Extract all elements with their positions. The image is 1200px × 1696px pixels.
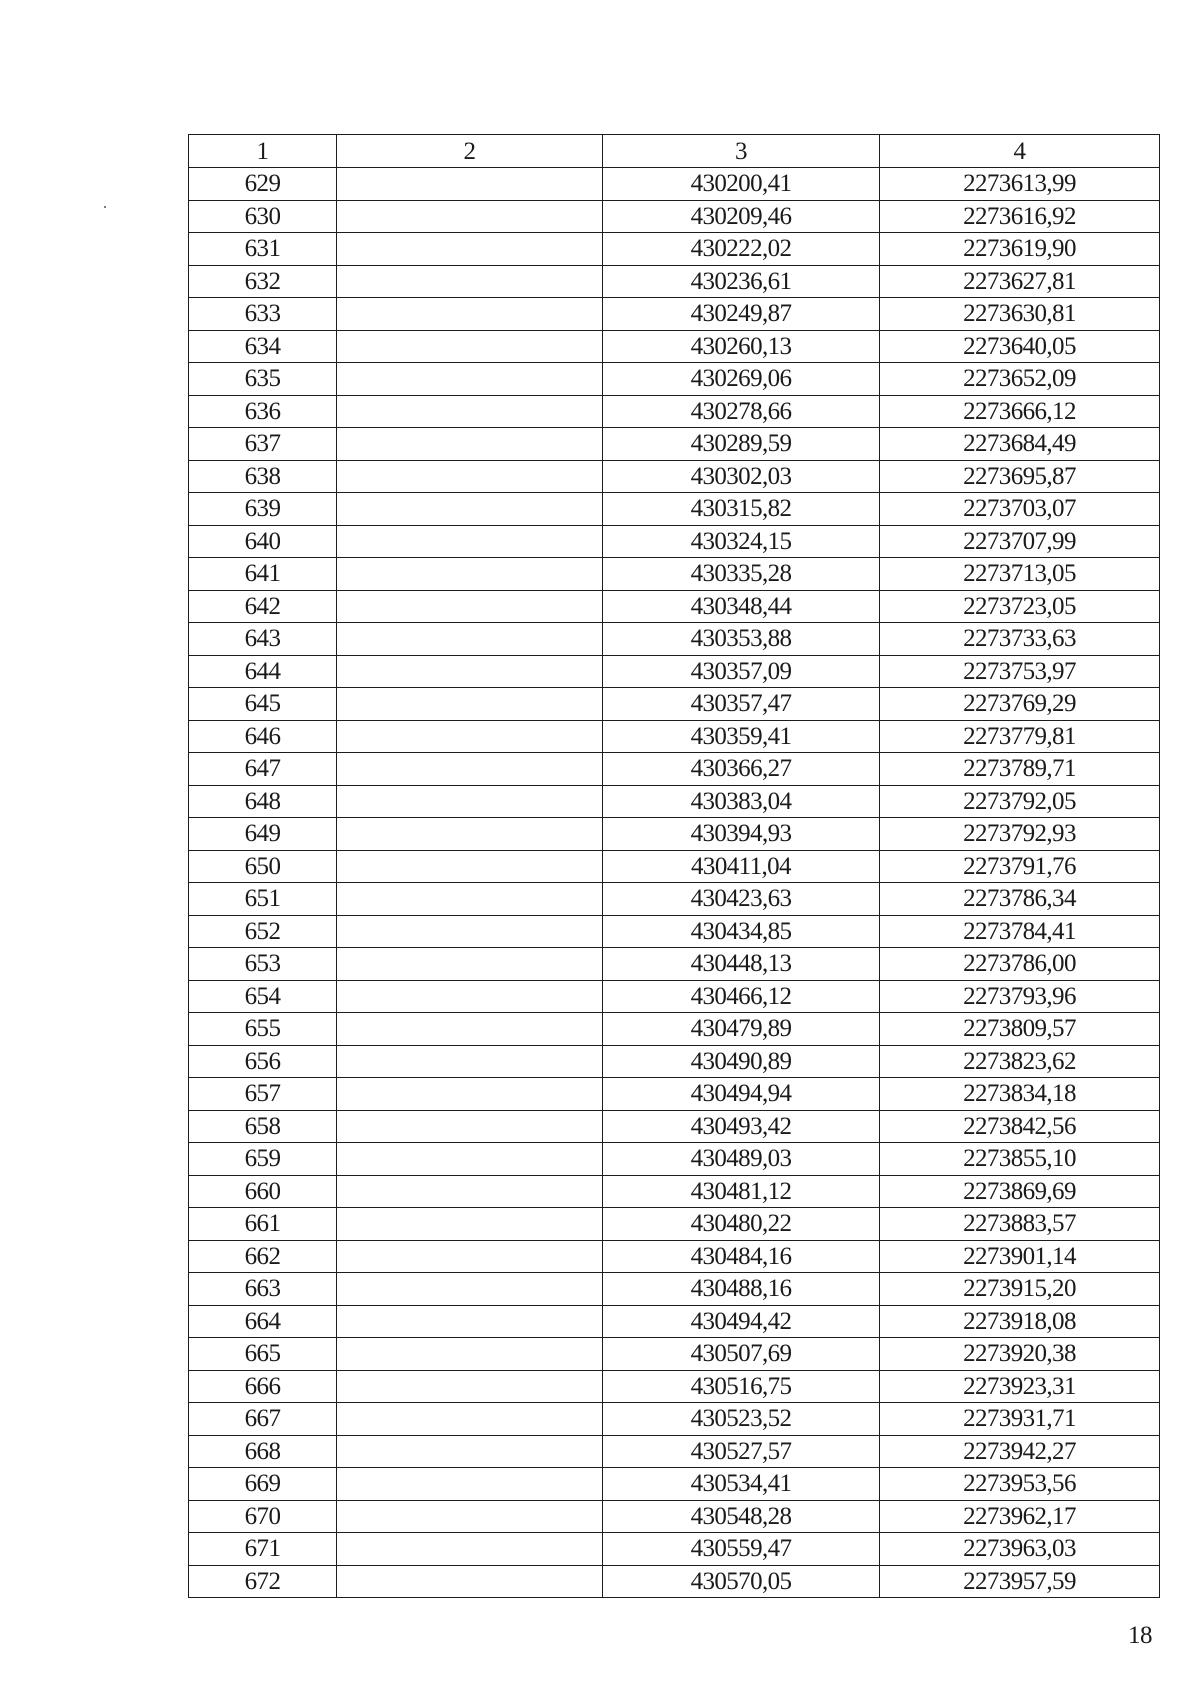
table-row [189, 1565, 1160, 1598]
coordinate-y-cell: 2273613,99 [880, 168, 1160, 201]
table-row [189, 1175, 1160, 1208]
point-number-cell: 638 [189, 460, 337, 493]
empty-cell [337, 1468, 603, 1501]
point-number-cell: 667 [189, 1403, 337, 1436]
coordinate-y-cell: 2273920,38 [880, 1338, 1160, 1371]
empty-cell [337, 1273, 603, 1306]
table-row [189, 265, 1160, 298]
coordinate-y-cell: 2273942,27 [880, 1435, 1160, 1468]
coordinate-y-cell: 2273923,31 [880, 1370, 1160, 1403]
empty-cell [337, 395, 603, 428]
table-row [189, 655, 1160, 688]
point-number-cell: 632 [189, 265, 337, 298]
empty-cell [337, 168, 603, 201]
coordinate-x-cell: 430348,44 [603, 590, 880, 623]
empty-cell [337, 200, 603, 233]
point-number-cell: 668 [189, 1435, 337, 1468]
empty-cell [337, 980, 603, 1013]
empty-cell [337, 915, 603, 948]
empty-cell [337, 1143, 603, 1176]
empty-cell [337, 1013, 603, 1046]
coordinate-x-cell: 430357,09 [603, 655, 880, 688]
table-row [189, 1468, 1160, 1501]
empty-cell [337, 298, 603, 331]
coordinate-y-cell: 2273883,57 [880, 1208, 1160, 1241]
point-number-cell: 647 [189, 753, 337, 786]
table-row [189, 818, 1160, 851]
point-number-cell: 671 [189, 1533, 337, 1566]
empty-cell [337, 1045, 603, 1078]
coordinate-y-cell: 2273640,05 [880, 330, 1160, 363]
empty-cell [337, 493, 603, 526]
point-number-cell: 648 [189, 785, 337, 818]
table-row [189, 330, 1160, 363]
point-number-cell: 651 [189, 883, 337, 916]
empty-cell [337, 1533, 603, 1566]
table-row [189, 395, 1160, 428]
table-row [189, 1143, 1160, 1176]
empty-cell [337, 850, 603, 883]
table-row [189, 1500, 1160, 1533]
table-row [189, 850, 1160, 883]
table-row [189, 1403, 1160, 1436]
table-row [189, 558, 1160, 591]
coordinate-y-cell: 2273915,20 [880, 1273, 1160, 1306]
coordinate-y-cell: 2273753,97 [880, 655, 1160, 688]
coordinate-y-cell: 2273684,49 [880, 428, 1160, 461]
table-row [189, 298, 1160, 331]
empty-cell [337, 1110, 603, 1143]
empty-cell [337, 1305, 603, 1338]
header-row [189, 135, 1160, 168]
table-header [189, 135, 1160, 168]
point-number-cell: 652 [189, 915, 337, 948]
point-number-cell: 656 [189, 1045, 337, 1078]
coordinate-x-cell: 430353,88 [603, 623, 880, 656]
coordinate-x-cell: 430494,94 [603, 1078, 880, 1111]
point-number-cell: 636 [189, 395, 337, 428]
coordinate-x-cell: 430302,03 [603, 460, 880, 493]
coordinate-x-cell: 430289,59 [603, 428, 880, 461]
coordinate-x-cell: 430484,16 [603, 1240, 880, 1273]
point-number-cell: 654 [189, 980, 337, 1013]
page-number: 18 [1128, 1622, 1152, 1649]
table-row [189, 1208, 1160, 1241]
point-number-cell: 630 [189, 200, 337, 233]
table-row [189, 785, 1160, 818]
coordinate-x-cell: 430394,93 [603, 818, 880, 851]
coordinate-y-cell: 2273931,71 [880, 1403, 1160, 1436]
point-number-cell: 655 [189, 1013, 337, 1046]
coordinate-x-cell: 430507,69 [603, 1338, 880, 1371]
table-row [189, 200, 1160, 233]
point-number-cell: 649 [189, 818, 337, 851]
coordinate-y-cell: 2273842,56 [880, 1110, 1160, 1143]
table-row [189, 363, 1160, 396]
coordinate-y-cell: 2273786,34 [880, 883, 1160, 916]
table-row [189, 1078, 1160, 1111]
coordinate-x-cell: 430490,89 [603, 1045, 880, 1078]
coordinate-y-cell: 2273733,63 [880, 623, 1160, 656]
empty-cell [337, 785, 603, 818]
coordinate-x-cell: 430527,57 [603, 1435, 880, 1468]
coordinate-y-cell: 2273786,00 [880, 948, 1160, 981]
coordinate-x-cell: 430448,13 [603, 948, 880, 981]
coordinate-y-cell: 2273793,96 [880, 980, 1160, 1013]
coordinate-x-cell: 430523,52 [603, 1403, 880, 1436]
table-row [189, 1370, 1160, 1403]
point-number-cell: 665 [189, 1338, 337, 1371]
coordinate-x-cell: 430335,28 [603, 558, 880, 591]
coordinate-y-cell: 2273723,05 [880, 590, 1160, 623]
table-row [189, 688, 1160, 721]
coordinate-x-cell: 430488,16 [603, 1273, 880, 1306]
table-row [189, 1013, 1160, 1046]
coordinate-y-cell: 2273713,05 [880, 558, 1160, 591]
coordinate-x-cell: 430324,15 [603, 525, 880, 558]
empty-cell [337, 1500, 603, 1533]
coordinate-x-cell: 430278,66 [603, 395, 880, 428]
table-row [189, 623, 1160, 656]
point-number-cell: 639 [189, 493, 337, 526]
coordinate-x-cell: 430366,27 [603, 753, 880, 786]
coordinate-x-cell: 430236,61 [603, 265, 880, 298]
table-row [189, 980, 1160, 1013]
table-row [189, 1338, 1160, 1371]
empty-cell [337, 460, 603, 493]
coordinate-y-cell: 2273869,69 [880, 1175, 1160, 1208]
point-number-cell: 642 [189, 590, 337, 623]
table-row [189, 1273, 1160, 1306]
table-row [189, 460, 1160, 493]
coordinate-x-cell: 430359,41 [603, 720, 880, 753]
coordinate-x-cell: 430383,04 [603, 785, 880, 818]
empty-cell [337, 590, 603, 623]
table-row [189, 1435, 1160, 1468]
coordinate-x-cell: 430480,22 [603, 1208, 880, 1241]
table-row [189, 493, 1160, 526]
empty-cell [337, 1435, 603, 1468]
coordinate-y-cell: 2273901,14 [880, 1240, 1160, 1273]
coordinate-y-cell: 2273823,62 [880, 1045, 1160, 1078]
point-number-cell: 659 [189, 1143, 337, 1176]
table-row [189, 1240, 1160, 1273]
coordinate-x-cell: 430411,04 [603, 850, 880, 883]
empty-cell [337, 1208, 603, 1241]
coordinate-x-cell: 430570,05 [603, 1565, 880, 1598]
empty-cell [337, 1565, 603, 1598]
coordinate-x-cell: 430434,85 [603, 915, 880, 948]
point-number-cell: 634 [189, 330, 337, 363]
coordinate-y-cell: 2273962,17 [880, 1500, 1160, 1533]
coordinate-y-cell: 2273769,29 [880, 688, 1160, 721]
coordinate-y-cell: 2273918,08 [880, 1305, 1160, 1338]
coordinate-y-cell: 2273809,57 [880, 1013, 1160, 1046]
coordinate-x-cell: 430548,28 [603, 1500, 880, 1533]
point-number-cell: 672 [189, 1565, 337, 1598]
coordinate-y-cell: 2273789,71 [880, 753, 1160, 786]
point-number-cell: 637 [189, 428, 337, 461]
coordinate-x-cell: 430357,47 [603, 688, 880, 721]
coordinate-y-cell: 2273792,05 [880, 785, 1160, 818]
empty-cell [337, 428, 603, 461]
coordinate-y-cell: 2273652,09 [880, 363, 1160, 396]
empty-cell [337, 883, 603, 916]
point-number-cell: 640 [189, 525, 337, 558]
coordinate-x-cell: 430559,47 [603, 1533, 880, 1566]
table-row [189, 1110, 1160, 1143]
table-row [189, 525, 1160, 558]
point-number-cell: 666 [189, 1370, 337, 1403]
header-cell-3: 3 [603, 135, 880, 168]
coordinate-y-cell: 2273953,56 [880, 1468, 1160, 1501]
empty-cell [337, 233, 603, 266]
coordinate-y-cell: 2273963,03 [880, 1533, 1160, 1566]
empty-cell [337, 1175, 603, 1208]
coordinate-x-cell: 430494,42 [603, 1305, 880, 1338]
table-row [189, 168, 1160, 201]
point-number-cell: 670 [189, 1500, 337, 1533]
point-number-cell: 643 [189, 623, 337, 656]
empty-cell [337, 753, 603, 786]
table-row [189, 720, 1160, 753]
empty-cell [337, 1370, 603, 1403]
table-row [189, 590, 1160, 623]
coordinate-x-cell: 430222,02 [603, 233, 880, 266]
empty-cell [337, 558, 603, 591]
table-row [189, 428, 1160, 461]
coordinate-x-cell: 430209,46 [603, 200, 880, 233]
coordinate-y-cell: 2273616,92 [880, 200, 1160, 233]
empty-cell [337, 623, 603, 656]
coordinate-x-cell: 430249,87 [603, 298, 880, 331]
table-row [189, 233, 1160, 266]
point-number-cell: 661 [189, 1208, 337, 1241]
point-number-cell: 644 [189, 655, 337, 688]
header-cell-1: 1 [189, 135, 337, 168]
point-number-cell: 660 [189, 1175, 337, 1208]
point-number-cell: 663 [189, 1273, 337, 1306]
empty-cell [337, 1078, 603, 1111]
coordinate-y-cell: 2273630,81 [880, 298, 1160, 331]
coordinate-y-cell: 2273779,81 [880, 720, 1160, 753]
point-number-cell: 662 [189, 1240, 337, 1273]
coordinate-x-cell: 430516,75 [603, 1370, 880, 1403]
point-number-cell: 629 [189, 168, 337, 201]
point-number-cell: 641 [189, 558, 337, 591]
coordinate-y-cell: 2273707,99 [880, 525, 1160, 558]
point-number-cell: 646 [189, 720, 337, 753]
empty-cell [337, 1338, 603, 1371]
point-number-cell: 658 [189, 1110, 337, 1143]
coordinate-x-cell: 430260,13 [603, 330, 880, 363]
point-number-cell: 635 [189, 363, 337, 396]
point-number-cell: 650 [189, 850, 337, 883]
point-number-cell: 631 [189, 233, 337, 266]
empty-cell [337, 330, 603, 363]
table-row [189, 1045, 1160, 1078]
coordinate-x-cell: 430489,03 [603, 1143, 880, 1176]
coordinate-y-cell: 2273791,76 [880, 850, 1160, 883]
empty-cell [337, 363, 603, 396]
coordinate-x-cell: 430481,12 [603, 1175, 880, 1208]
header-cell-2: 2 [337, 135, 603, 168]
empty-cell [337, 688, 603, 721]
empty-cell [337, 1403, 603, 1436]
empty-cell [337, 720, 603, 753]
coordinate-x-cell: 430315,82 [603, 493, 880, 526]
empty-cell [337, 265, 603, 298]
empty-cell [337, 1240, 603, 1273]
point-number-cell: 669 [189, 1468, 337, 1501]
coordinate-x-cell: 430200,41 [603, 168, 880, 201]
scan-speck [104, 206, 106, 208]
coordinate-x-cell: 430493,42 [603, 1110, 880, 1143]
empty-cell [337, 818, 603, 851]
coordinate-y-cell: 2273957,59 [880, 1565, 1160, 1598]
coordinate-x-cell: 430269,06 [603, 363, 880, 396]
coordinate-y-cell: 2273784,41 [880, 915, 1160, 948]
table-row [189, 948, 1160, 981]
coordinate-y-cell: 2273666,12 [880, 395, 1160, 428]
table-row [189, 1305, 1160, 1338]
coordinate-y-cell: 2273627,81 [880, 265, 1160, 298]
empty-cell [337, 525, 603, 558]
coordinates-table [188, 134, 1160, 1598]
coordinate-y-cell: 2273855,10 [880, 1143, 1160, 1176]
empty-cell [337, 948, 603, 981]
point-number-cell: 645 [189, 688, 337, 721]
point-number-cell: 653 [189, 948, 337, 981]
header-cell-4: 4 [880, 135, 1160, 168]
coordinate-y-cell: 2273792,93 [880, 818, 1160, 851]
coordinate-x-cell: 430423,63 [603, 883, 880, 916]
point-number-cell: 633 [189, 298, 337, 331]
coordinate-x-cell: 430479,89 [603, 1013, 880, 1046]
point-number-cell: 664 [189, 1305, 337, 1338]
coordinate-y-cell: 2273703,07 [880, 493, 1160, 526]
table-row [189, 883, 1160, 916]
table-row [189, 915, 1160, 948]
point-number-cell: 657 [189, 1078, 337, 1111]
table-row [189, 753, 1160, 786]
coordinate-y-cell: 2273834,18 [880, 1078, 1160, 1111]
table-row [189, 1533, 1160, 1566]
coordinate-y-cell: 2273619,90 [880, 233, 1160, 266]
coordinate-y-cell: 2273695,87 [880, 460, 1160, 493]
empty-cell [337, 655, 603, 688]
coordinate-x-cell: 430534,41 [603, 1468, 880, 1501]
coordinate-x-cell: 430466,12 [603, 980, 880, 1013]
table-body [189, 168, 1160, 1598]
